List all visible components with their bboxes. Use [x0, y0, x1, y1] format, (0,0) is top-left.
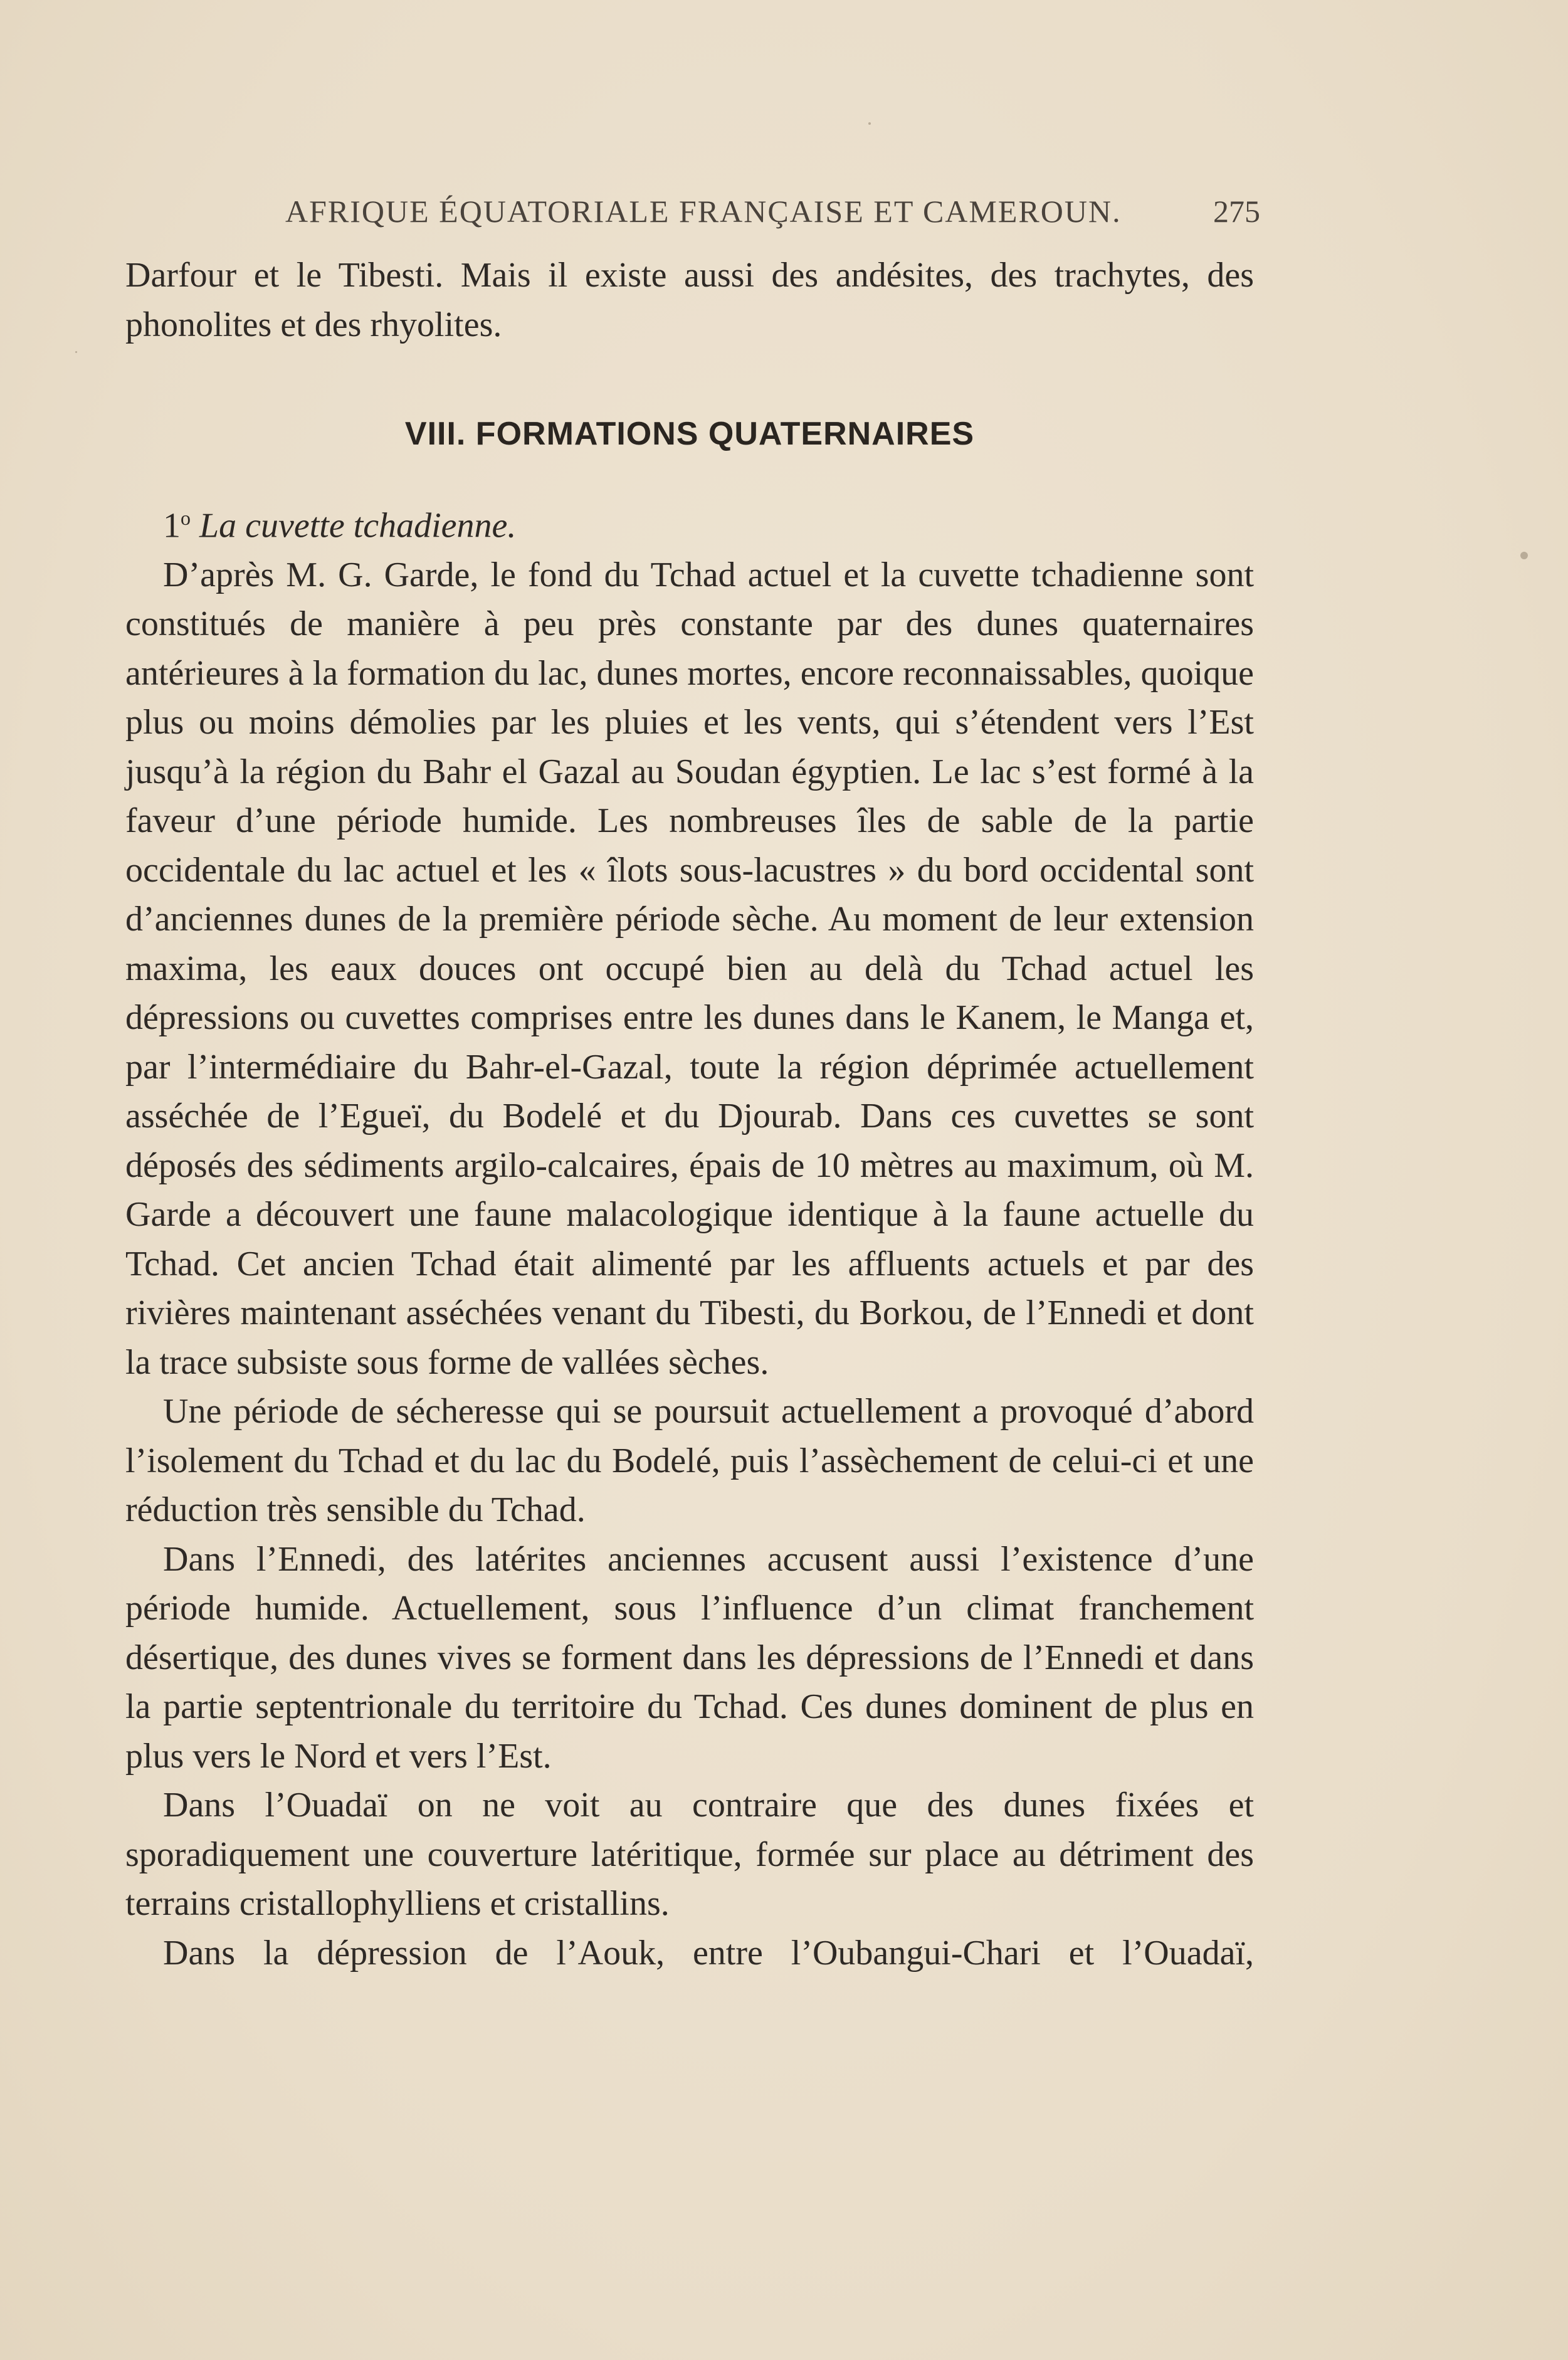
subsection-heading [125, 493, 1254, 550]
continued-paragraph: Darfour et le Tibesti. Mais il existe aussi des andésites, des trachytes, des phonolites et des rhyolites. [125, 256, 1254, 344]
running-head [125, 188, 1260, 238]
paper-speck [1520, 552, 1528, 559]
paragraph: Dans l’Ouadaï on ne voit au contraire que des dunes fixées et sporadiquement une couverture latéritique, formée sur place au détriment des terrains cristallophylliens et cristallins. [125, 1786, 1254, 1924]
paragraph: D’après M. G. Garde, le fond du Tchad actuel et la cuvette tchadienne sont constitués de manière à peu près constante par des dunes quaternaires antérieures à la formation du lac, dunes mortes, encore reconnaissables, quoique plus ou moins démolies par les pluies et les vents, qui s’étendent vers l’Est jusqu’à la région du Bahr el Gazal au Soudan égyptien. Le lac s’est formé à la faveur d’une période humide. Les nombreuses îles de sable de la partie occidentale du lac actuel et les « îlots sous-lacustres » du bord occidental sont d’anciennes dunes de la première période sèche. Au moment de leur extension maxima, les eaux douces ont occupé bien au delà du Tchad actuel les dépressions ou cuvettes comprises entre les dunes dans le Kanem, le Manga et, par l’intermédiaire du Bahr-el-Gazal, toute la région déprimée actuellement asséchée de l’Egueï, du Bodelé et du Djourab. Dans ces cuvettes se sont déposés des sédiments argilo-calcaires, épais de 10 mètres au maximum, où M. Garde a découvert une faune malacologique identique à la faune actuelle du Tchad. Cet ancien Tchad était alimenté par les affluents actuels et par des rivières maintenant asséchées venant du Tibesti, du Borkou, de l’Ennedi et dont la trace subsiste sous forme de vallées sèches. [125, 555, 1254, 1382]
subsection-number: 1 [163, 506, 181, 545]
page-number: 275 [1213, 194, 1260, 229]
running-head-title: AFRIQUE ÉQUATORIALE FRANÇAISE ET CAMEROUN. [285, 194, 1122, 229]
paragraph: Une période de sécheresse qui se poursuit actuellement a provoqué d’abord l’isolement du Tchad et du lac du Bodelé, puis l’assèchement de celui-ci et une réduction très sensible du Tchad. [125, 1392, 1254, 1530]
paragraph: Dans l’Ennedi, des latérites anciennes accusent aussi l’existence d’une période humide. Actuellement, sous l’influence d’un climat franchement désertique, des dunes vives se forment dans les dépressions de l’Ennedi et dans la partie septentrionale du territoire du Tchad. Ces dunes dominent de plus en plus vers le Nord et vers l’Est. [125, 1539, 1254, 1776]
body-text [125, 251, 1254, 1978]
paragraph: Dans la dépression de l’Aouk, entre l’Oubangui-Chari et l’Ouadaï, [163, 1933, 1254, 1973]
subsection-title: La cuvette tchadienne. [199, 506, 517, 545]
section-heading: VIII. FORMATIONS QUATERNAIRES [404, 416, 975, 452]
subsection-number-superscript: o [181, 507, 191, 529]
paper-speck [868, 122, 871, 125]
paper-speck [75, 351, 77, 353]
